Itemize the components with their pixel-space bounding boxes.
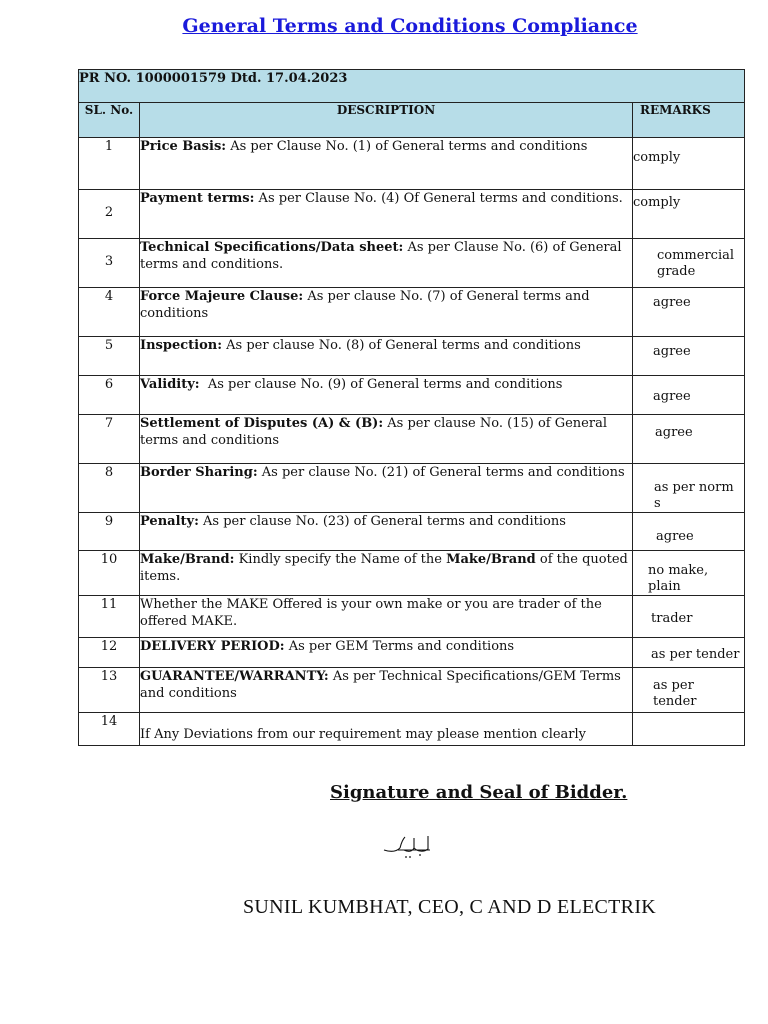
table-row bbox=[79, 288, 745, 337]
pr-number-row bbox=[79, 70, 745, 103]
table-row bbox=[79, 138, 745, 190]
row-description bbox=[140, 190, 633, 239]
row-remark: agree bbox=[633, 288, 745, 337]
row-sl: 3 bbox=[79, 239, 140, 288]
row-remark: trader bbox=[633, 596, 745, 638]
row-text: As per clause No. (15) of General terms and conditions bbox=[140, 416, 607, 448]
row-remark: as per tender bbox=[633, 638, 745, 668]
row-text: As per clause No. (7) of General terms and conditions bbox=[140, 289, 590, 321]
table-row bbox=[79, 464, 745, 513]
row-text: As per Technical Specifications/GEM Terms and conditions bbox=[140, 669, 621, 701]
row-label: GUARANTEE/WARRANTY: bbox=[140, 669, 329, 684]
row-remark: agree bbox=[633, 376, 745, 415]
row-sl: 12 bbox=[79, 638, 140, 668]
row-label: Settlement of Disputes (A) & (B): bbox=[140, 416, 384, 431]
row-sl: 11 bbox=[79, 596, 140, 638]
row-text: As per clause No. (9) of General terms and conditions bbox=[199, 377, 563, 392]
table-row bbox=[79, 596, 745, 638]
row-sl: 1 bbox=[79, 138, 140, 190]
row-label: Force Majeure Clause: bbox=[140, 289, 304, 304]
row-description bbox=[140, 288, 633, 337]
row-sl: 5 bbox=[79, 337, 140, 376]
row-label: Penalty: bbox=[140, 514, 199, 529]
row-label: Price Basis: bbox=[140, 139, 227, 154]
table-row bbox=[79, 551, 745, 596]
row-sl: 9 bbox=[79, 513, 140, 551]
row-label: Inspection: bbox=[140, 338, 222, 353]
row-text: Whether the MAKE Offered is your own make or you are trader of the offered MAKE. bbox=[140, 597, 602, 629]
row-text: As per GEM Terms and conditions bbox=[284, 639, 515, 654]
row-remark: comply bbox=[633, 138, 745, 190]
row-sl: 2 bbox=[79, 190, 140, 239]
header-remarks: REMARKS bbox=[633, 103, 745, 138]
pr-number: PR NO. 1000001579 Dtd. 17.04.2023 bbox=[79, 70, 745, 103]
row-description bbox=[140, 596, 633, 638]
row-remark: no make, plain bbox=[633, 551, 745, 596]
row-description bbox=[140, 376, 633, 415]
row-sl: 6 bbox=[79, 376, 140, 415]
row-sl: 14 bbox=[79, 713, 140, 746]
row-text: If Any Deviations from our requirement may please mention clearly bbox=[140, 727, 587, 742]
row-sl: 8 bbox=[79, 464, 140, 513]
row-description bbox=[140, 464, 633, 513]
row-description bbox=[140, 668, 633, 713]
row-label-secondary: Make/Brand bbox=[446, 552, 536, 567]
table-row bbox=[79, 713, 745, 746]
row-sl: 7 bbox=[79, 415, 140, 464]
table-row bbox=[79, 239, 745, 288]
row-text: Kindly specify the Name of the bbox=[234, 552, 447, 567]
row-text: As per Clause No. (1) of General terms and conditions bbox=[226, 139, 588, 154]
table-row bbox=[79, 668, 745, 713]
row-sl: 4 bbox=[79, 288, 140, 337]
row-label: Payment terms: bbox=[140, 191, 255, 206]
row-description bbox=[140, 713, 633, 746]
table-header-row bbox=[79, 103, 745, 138]
row-sl: 10 bbox=[79, 551, 140, 596]
table-row bbox=[79, 513, 745, 551]
row-label: Make/Brand: bbox=[140, 552, 235, 567]
row-description bbox=[140, 551, 633, 596]
row-remark: agree bbox=[633, 415, 745, 464]
table-row bbox=[79, 638, 745, 668]
header-sl-no: SL. No. bbox=[79, 103, 140, 138]
table-row bbox=[79, 190, 745, 239]
header-description: DESCRIPTION bbox=[140, 103, 633, 138]
row-text: As per clause No. (21) of General terms and conditions bbox=[257, 465, 625, 480]
row-remark: as per norm s bbox=[633, 464, 745, 513]
row-label: Validity: bbox=[140, 377, 200, 392]
row-description bbox=[140, 239, 633, 288]
document-title: General Terms and Conditions Compliance bbox=[182, 15, 638, 37]
row-remark: commercial grade bbox=[633, 239, 745, 288]
row-label: Border Sharing: bbox=[140, 465, 258, 480]
row-remark: agree bbox=[633, 337, 745, 376]
row-text: As per clause No. (8) of General terms and conditions bbox=[222, 338, 581, 353]
table-row bbox=[79, 337, 745, 376]
row-text-secondary: of the quoted items. bbox=[140, 552, 628, 584]
row-remark bbox=[633, 713, 745, 746]
row-remark: agree bbox=[633, 513, 745, 551]
row-text: As per clause No. (23) of General terms and conditions bbox=[198, 514, 566, 529]
row-description bbox=[140, 638, 633, 668]
row-description bbox=[140, 513, 633, 551]
row-description bbox=[140, 415, 633, 464]
row-label: Technical Specifications/Data sheet: bbox=[140, 240, 404, 255]
row-text: As per Clause No. (4) Of General terms and conditions. bbox=[254, 191, 623, 206]
table-row bbox=[79, 376, 745, 415]
row-sl: 13 bbox=[79, 668, 140, 713]
signature-image bbox=[380, 828, 440, 868]
compliance-table bbox=[78, 69, 745, 746]
row-description bbox=[140, 138, 633, 190]
row-description bbox=[140, 337, 633, 376]
row-remark: as per tender bbox=[633, 668, 745, 713]
row-text: As per Clause No. (6) of General terms and conditions. bbox=[140, 240, 622, 272]
signature-label: Signature and Seal of Bidder. bbox=[330, 782, 628, 803]
table-row bbox=[79, 415, 745, 464]
signer-name: SUNIL KUMBHAT, CEO, C AND D ELECTRIK bbox=[243, 896, 657, 918]
row-remark: comply bbox=[633, 190, 745, 239]
row-label: DELIVERY PERIOD: bbox=[140, 639, 285, 654]
